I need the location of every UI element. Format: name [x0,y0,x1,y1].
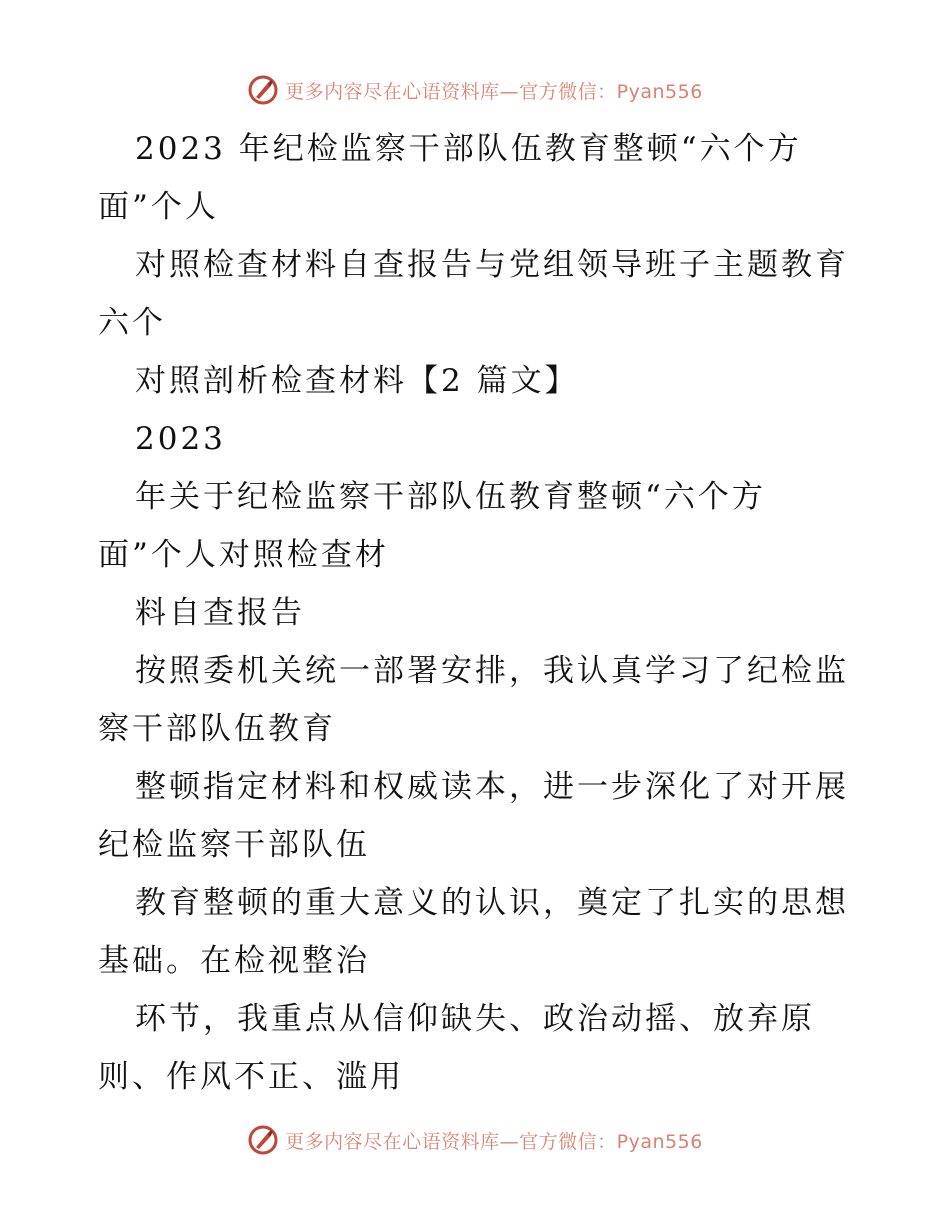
text-line: 六个 [98,305,166,341]
text-line: 2023 [135,421,226,457]
watermark-header [0,70,950,110]
text-line: 教育整顿的重大意义的认识，奠定了扎实的思想 [135,885,849,921]
document-body [98,120,858,1106]
text-line: 料自查报告 [135,595,305,631]
text-line: 察干部队伍教育 [98,711,336,747]
watermark-text: 更多内容尽在心语资料库—官方微信：Pyan556 [285,80,703,103]
text-line: 面”个人对照检查材 [98,537,389,573]
watermark-footer [0,1120,950,1160]
text-line: 面”个人 [98,189,219,225]
pen-logo-icon [247,1124,279,1156]
text-line: 按照委机关统一部署安排，我认真学习了纪检监 [135,653,849,689]
text-line: 对照检查材料自查报告与党组领导班子主题教育 [135,247,849,283]
text-line: 2023 年纪检监察干部队伍教育整顿“六个方 [135,131,802,167]
text-line: 基础。在检视整治 [98,943,370,979]
text-line: 整顿指定材料和权威读本，进一步深化了对开展 [135,769,849,805]
text-line: 纪检监察干部队伍 [98,827,370,863]
pen-logo-icon [247,74,279,106]
watermark-text: 更多内容尽在心语资料库—官方微信：Pyan556 [285,1130,703,1153]
text-line: 则、作风不正、滥用 [98,1059,404,1095]
text-line: 年关于纪检监察干部队伍教育整顿“六个方 [135,479,766,515]
text-line: 环节，我重点从信仰缺失、政治动摇、放弃原 [135,1001,815,1037]
text-line: 对照剖析检查材料【2 篇文】 [135,363,579,399]
